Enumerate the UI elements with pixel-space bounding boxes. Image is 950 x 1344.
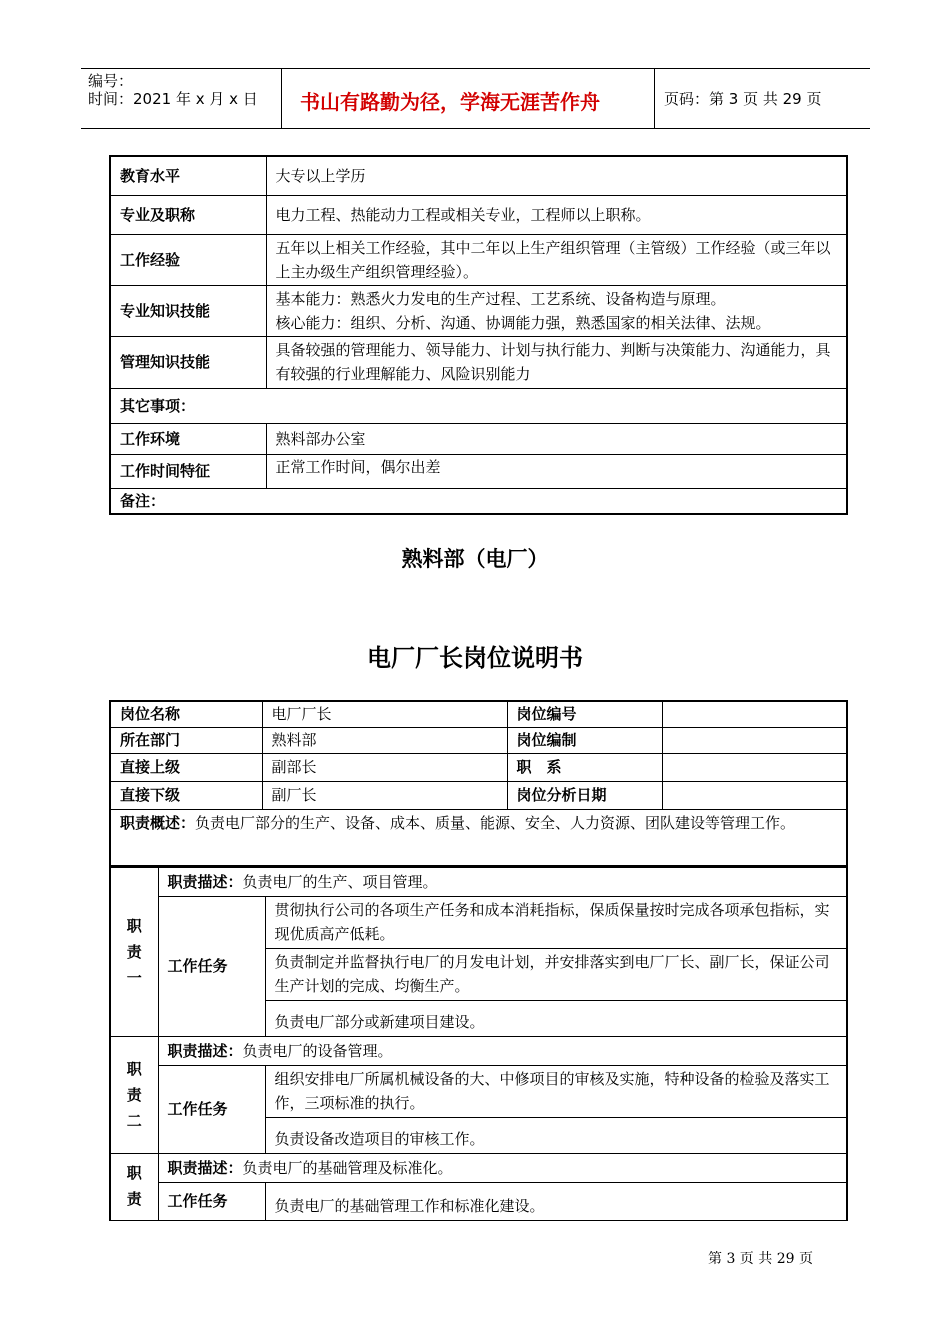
duty-2-task-row	[110, 1065, 847, 1117]
duty-3-task-row	[110, 1182, 847, 1220]
duty-2-desc-row	[110, 1036, 847, 1065]
req-value: 电力工程、热能动力工程或相关专业，工程师以上职称。	[266, 195, 847, 234]
position-summary-cell	[110, 809, 847, 866]
position-summary-row	[110, 809, 847, 866]
req-label: 工作经验	[110, 234, 266, 285]
position-name-value: 电厂厂长	[262, 701, 507, 727]
summary-value: 负责电厂部分的生产、设备、成本、质量、能源、安全、人力资源、团队建设等管理工作。	[195, 813, 796, 832]
position-row-4	[110, 781, 847, 809]
duty-1-desc-row	[110, 867, 847, 896]
req-row-major	[110, 195, 847, 234]
req-row-note	[110, 488, 847, 514]
duty-1-task-1: 贯彻执行公司的各项生产任务和成本消耗指标，保质保量按时完成各项承包指标，实现优质高产低耗。	[265, 896, 847, 948]
duty-2-task-1: 组织安排电厂所属机械设备的大、中修项目的审核及实施，特种设备的检验及落实工作，三项标准的执行。	[265, 1065, 847, 1117]
req-value: 熟料部办公室	[266, 423, 847, 454]
req-row-environment	[110, 423, 847, 454]
position-dept-label: 所在部门	[110, 727, 262, 753]
duty-3-task-1: 负责电厂的基础管理工作和标准化建设。	[265, 1182, 847, 1220]
duties-table	[109, 866, 848, 1221]
header-divider-2	[654, 68, 655, 128]
duty-3-name	[110, 1153, 158, 1220]
duty-3-name-char: 职	[126, 1163, 142, 1182]
duty-1-task-label: 工作任务	[158, 896, 265, 1036]
duty-2-task-label: 工作任务	[158, 1065, 265, 1153]
duty-1-task-2: 负责制定并监督执行电厂的月发电计划，并安排落实到电厂厂长、副厂长，保证公司生产计划的完成、均衡生产。	[265, 948, 847, 1000]
document-title: 电厂厂长岗位说明书	[367, 644, 583, 672]
req-value: 五年以上相关工作经验，其中二年以上生产组织管理（主管级）工作经验（或三年以上主办级生产组织管理经验）。	[266, 234, 847, 285]
position-row-1	[110, 701, 847, 727]
position-row-3	[110, 753, 847, 781]
duty-2-name-char: 责	[126, 1085, 142, 1104]
duty-2-desc: 负责电厂的设备管理。	[242, 1041, 393, 1060]
req-note-label: 备注：	[110, 488, 847, 514]
duty-desc-label: 职责描述：	[167, 1158, 243, 1177]
duty-2-name-char: 职	[126, 1059, 142, 1078]
header-top-rule	[81, 68, 870, 69]
position-superior-value: 副部长	[262, 753, 507, 781]
duty-2-name-char: 二	[126, 1111, 142, 1130]
position-sub-value: 副厂长	[262, 781, 507, 809]
req-core-ability: 核心能力：组织、分析、沟通、协调能力强，熟悉国家的相关法律、法规。	[275, 313, 771, 332]
duty-3-desc: 负责电厂的基础管理及标准化。	[242, 1158, 453, 1177]
req-value: 大专以上学历	[266, 156, 847, 195]
req-value: 正常工作时间，偶尔出差	[266, 454, 847, 488]
position-name-label: 岗位名称	[110, 701, 262, 727]
duty-desc-label: 职责描述：	[167, 872, 243, 891]
req-value	[266, 285, 847, 336]
duty-2-task-2: 负责设备改造项目的审核工作。	[265, 1117, 847, 1153]
header-divider-1	[281, 68, 282, 128]
req-label: 工作时间特征	[110, 454, 266, 488]
position-staff-label: 岗位编制	[507, 727, 662, 753]
position-date-value	[662, 781, 847, 809]
position-rel-label: 职 系	[507, 753, 662, 781]
header-number-label: 编号：	[88, 72, 134, 90]
header-motto: 书山有路勤为径，学海无涯苦作舟	[300, 90, 600, 114]
req-label: 教育水平	[110, 156, 266, 195]
position-rel-value	[662, 753, 847, 781]
section-title: 熟料部（电厂）	[401, 547, 549, 571]
duty-1-desc: 负责电厂的生产、项目管理。	[242, 872, 438, 891]
req-basic-ability: 基本能力：熟悉火力发电的生产过程、工艺系统、设备构造与原理。	[275, 289, 726, 308]
req-row-other	[110, 388, 847, 423]
header-time-label: 时间：2021 年 x 月 x 日	[88, 90, 258, 108]
req-label: 管理知识技能	[110, 336, 266, 388]
duty-2-desc-cell	[158, 1036, 847, 1065]
duty-3-desc-cell	[158, 1153, 847, 1182]
duty-desc-label: 职责描述：	[167, 1041, 243, 1060]
req-label: 专业及职称	[110, 195, 266, 234]
position-date-label: 岗位分析日期	[507, 781, 662, 809]
req-label: 专业知识技能	[110, 285, 266, 336]
summary-label: 职责概述：	[120, 813, 196, 832]
page-footer: 第 3 页 共 29 页	[708, 1251, 813, 1267]
header-bottom-rule	[81, 128, 870, 129]
req-label: 工作环境	[110, 423, 266, 454]
duty-3-desc-row	[110, 1153, 847, 1182]
duty-1-name-char: 职	[126, 916, 142, 935]
duty-3-task-label: 工作任务	[158, 1182, 265, 1220]
duty-1-name-char: 一	[126, 968, 142, 987]
position-row-2	[110, 727, 847, 753]
req-row-education	[110, 156, 847, 195]
duty-1-name	[110, 867, 158, 1036]
position-superior-label: 直接上级	[110, 753, 262, 781]
position-code-label: 岗位编号	[507, 701, 662, 727]
req-row-work-time	[110, 454, 847, 488]
position-staff-value	[662, 727, 847, 753]
req-row-professional-skills	[110, 285, 847, 336]
duty-1-task-row	[110, 896, 847, 948]
position-table	[109, 700, 848, 867]
req-row-management-skills	[110, 336, 847, 388]
position-sub-label: 直接下级	[110, 781, 262, 809]
duty-1-task-3: 负责电厂部分或新建项目建设。	[265, 1000, 847, 1036]
position-dept-value: 熟料部	[262, 727, 507, 753]
req-row-experience	[110, 234, 847, 285]
duty-2-name	[110, 1036, 158, 1153]
header-page-label: 页码：第 3 页 共 29 页	[664, 90, 822, 108]
position-code-value	[662, 701, 847, 727]
requirements-table	[109, 155, 848, 515]
req-other-label: 其它事项：	[110, 388, 847, 423]
duty-1-name-char: 责	[126, 942, 142, 961]
duty-3-name-char: 责	[126, 1189, 142, 1208]
req-value: 具备较强的管理能力、领导能力、计划与执行能力、判断与决策能力、沟通能力，具有较强的行业理解能力、风险识别能力	[266, 336, 847, 388]
duty-1-desc-cell	[158, 867, 847, 896]
